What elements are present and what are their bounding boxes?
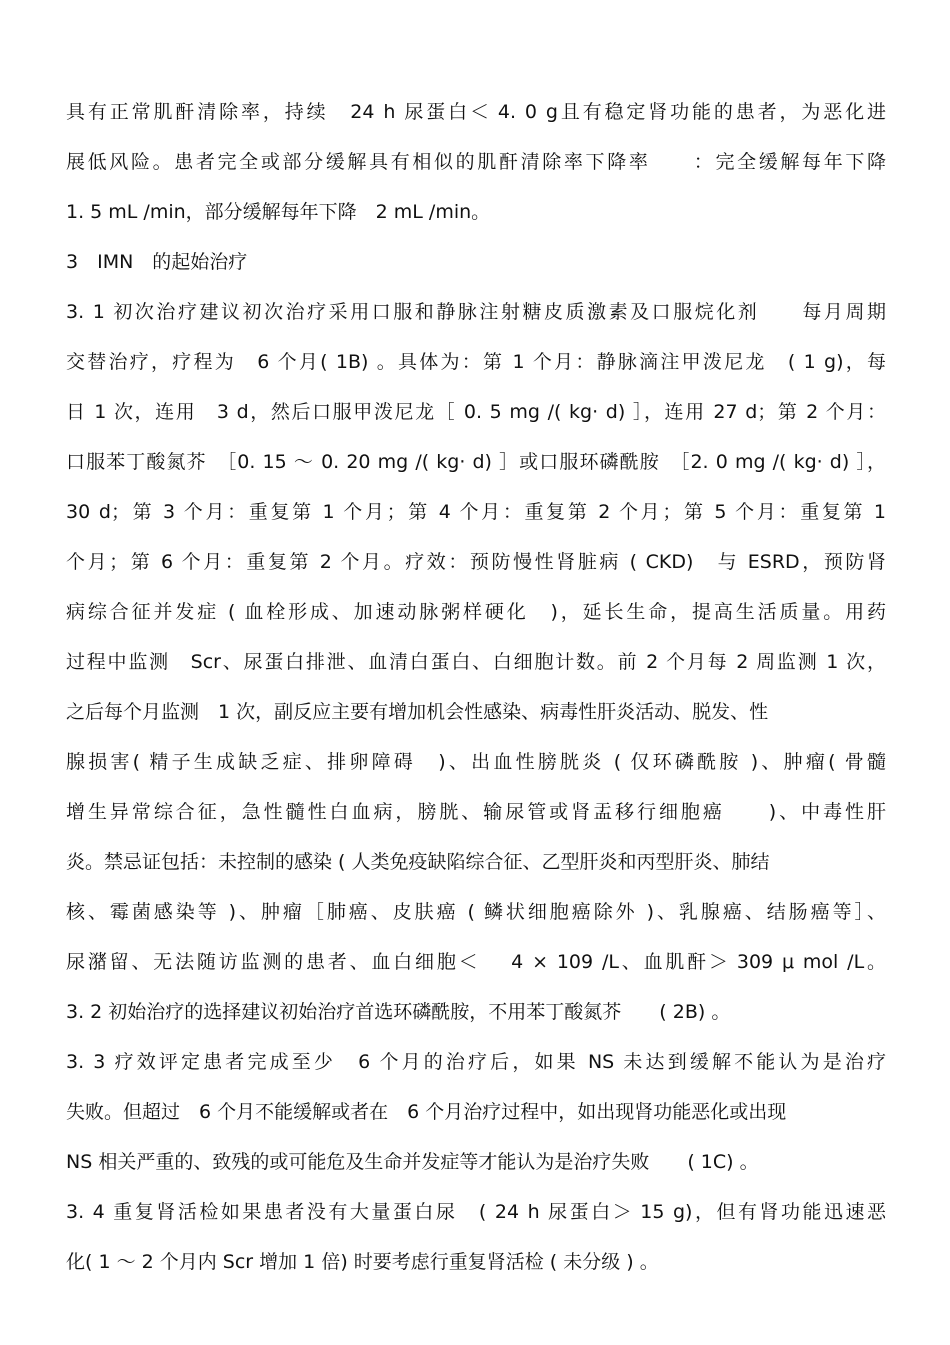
- text-line: 3. 1 初次治疗建议初次治疗采用口服和静脉注射糖皮质激素及口服烷化剂 每月周期: [66, 301, 886, 323]
- text-line: 3. 4 重复肾活检如果患者没有大量蛋白尿 ( 24 h 尿蛋白＞ 15 g)，但有肾功能迅速恶: [66, 1201, 886, 1223]
- text-line: 日 1 次，连用 3 d，然后口服甲泼尼龙［ 0. 5 mg /( kg· d) ］，连用 27 d；第 2 个月：: [66, 401, 886, 423]
- text-line: 1. 5 mL /min，部分缓解每年下降 2 mL /min。: [66, 201, 491, 223]
- text-line: 炎。禁忌证包括：未控制的感染 ( 人类免疫缺陷综合征、乙型肝炎和丙型肝炎、肺结: [66, 851, 770, 873]
- text-line: 腺损害( 精子生成缺乏症、排卵障碍 )、出血性膀胱炎 ( 仅环磷酰胺 )、肿瘤( 骨髓: [66, 751, 886, 773]
- text-line: 增生异常综合征，急性髓性白血病，膀胱、输尿管或肾盂移行细胞癌 )、中毒性肝: [66, 801, 886, 823]
- text-line: 病综合征并发症 ( 血栓形成、加速动脉粥样硬化 )，延长生命，提高生活质量。用药: [66, 601, 886, 623]
- text-line: 30 d；第 3 个月：重复第 1 个月；第 4 个月：重复第 2 个月；第 5 个月：重复第 1: [66, 501, 886, 523]
- text-line: 核、霉菌感染等 )、肿瘤［肺癌、皮肤癌 ( 鳞状细胞癌除外 )、乳腺癌、结肠癌等］、: [66, 901, 886, 923]
- text-line: NS 相关严重的、致残的或可能危及生命并发症等才能认为是治疗失败 ( 1C) 。: [66, 1151, 759, 1173]
- text-line: 化( 1 ～ 2 个月内 Scr 增加 1 倍) 时要考虑行重复肾活检 ( 未分级 ) 。: [66, 1251, 659, 1273]
- text-line: 展低风险。患者完全或部分缓解具有相似的肌酐清除率下降率 ：完全缓解每年下降: [66, 151, 886, 173]
- text-line: 过程中监测 Scr、尿蛋白排泄、血清白蛋白、白细胞计数。前 2 个月每 2 周监测 1 次，: [66, 651, 886, 673]
- text-line: 尿潴留、无法随访监测的患者、血白细胞＜ 4 × 109 /L、血肌酐＞ 309 μ mol /L。: [66, 951, 886, 973]
- text-line: 失败。但超过 6 个月不能缓解或者在 6 个月治疗过程中，如出现肾功能恶化或出现: [66, 1101, 787, 1123]
- text-line: 个月；第 6 个月：重复第 2 个月。疗效：预防慢性肾脏病 ( CKD) 与 ESRD，预防肾: [66, 551, 886, 573]
- text-line: 口服苯丁酸氮芥 ［0. 15 ～ 0. 20 mg /( kg· d) ］或口服环磷酰胺 ［2. 0 mg /( kg· d) ］，: [66, 451, 886, 473]
- text-line: 具有正常肌酐清除率，持续 24 h 尿蛋白＜ 4. 0 g且有稳定肾功能的患者，为恶化进: [66, 101, 886, 123]
- text-line: 3. 2 初始治疗的选择建议初始治疗首选环磷酰胺，不用苯丁酸氮芥 ( 2B) 。: [66, 1001, 731, 1023]
- text-line: 交替治疗，疗程为 6 个月( 1B) 。具体为：第 1 个月：静脉滴注甲泼尼龙 ( 1 g)，每: [66, 351, 886, 373]
- text-line: 之后每个月监测 1 次，副反应主要有增加机会性感染、病毒性肝炎活动、脱发、性: [66, 701, 769, 723]
- section-heading: 3 IMN 的起始治疗: [66, 251, 248, 273]
- text-line: 3. 3 疗效评定患者完成至少 6 个月的治疗后，如果 NS 未达到缓解不能认为是治疗: [66, 1051, 886, 1073]
